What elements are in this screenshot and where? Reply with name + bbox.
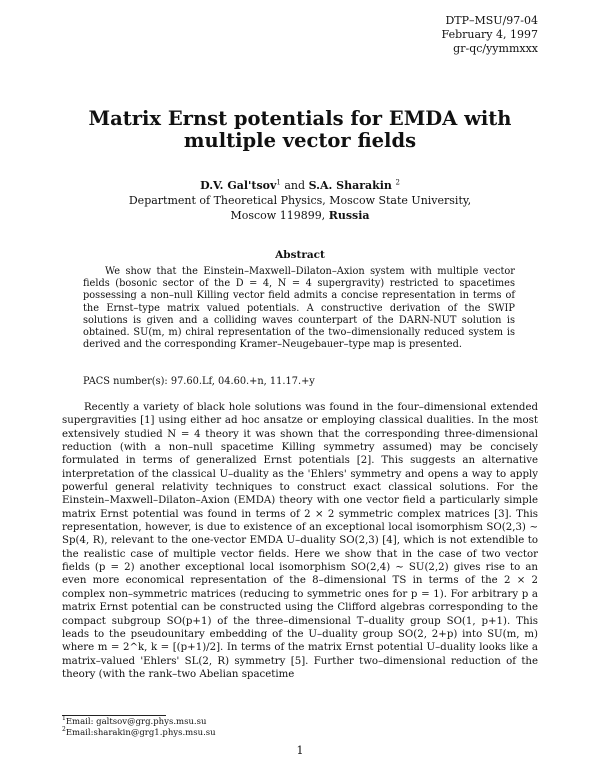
preprint-number: DTP–MSU/97-04 — [445, 14, 538, 27]
preprint-header — [442, 14, 538, 56]
page-number: 1 — [296, 744, 304, 757]
author-mark-2: 2 — [395, 178, 400, 187]
affiliation-city: Moscow 119899, — [230, 209, 326, 222]
title-line-1: Matrix Ernst potentials for EMDA with — [88, 107, 512, 130]
affiliation-department: Department of Theoretical Physics, Moscow State University, — [128, 194, 472, 207]
abstract-text: We show that the Einstein–Maxwell–Dilaton–Axion system with multiple vector fields (bosonic sector of the D = 4, N = 4 supergravity) restricted to spacetimes possessing a non–null Killing vector field admits a concise representation in terms of the Ernst–type matrix valued potentials. A constructive derivation of the SWIP solutions is given and a colliding waves counterpart of the DARN-NUT solution is obtained. SU(m, m) chiral representation of the two–dimensionally reduced system is derived and the corresponding Kramer–Neugebauer–type map is presented. — [83, 266, 515, 351]
preprint-date: February 4, 1997 — [441, 28, 538, 41]
author-mark-1: 1 — [276, 178, 281, 187]
affiliation-country: Russia — [328, 209, 370, 222]
preprint-archive: gr-qc/yymmxxx — [453, 42, 538, 55]
author-conjunction: and — [284, 179, 306, 192]
abstract-heading: Abstract — [275, 249, 325, 261]
footnote-text-1: Email: galtsov@grg.phys.msu.su — [65, 717, 207, 727]
footnote-2 — [62, 725, 216, 739]
author-line — [0, 178, 600, 193]
paper-title — [0, 108, 600, 152]
body-paragraph: Recently a variety of black hole solutions was found in the four–dimensional extended supergravities [1] using either ad hoc ansatze or employing classical dualities. In the most extensively studied N = 4 theory it was shown that the corresponding three-dimensional reduction (with a non–null spacetime Killing symmetry assumed) may be concisely formulated in terms of generalized Ernst potentials [2]. This suggests an alternative interpretation of the classical U–duality as the 'Ehlers' symmetry and opens a way to apply powerful general relativity techniques to construct exact classical solutions. For the Einstein–Maxwell–Dilaton–Axion (EMDA) theory with one vector field a particularly simple matrix Ernst potential was found in terms of 2 × 2 symmetric complex matrices [3]. This representation, however, is due to existence of an exceptional local isomorphism SO(2,3) ∼ Sp(4, R), relevant to the one-vector EMDA U–duality SO(2,3) [4], which is not extendible to the realistic case of multiple vector fields. Here we show that in the case of two vector fields (p = 2) another exceptional local isomorphism SO(2,4) ∼ SU(2,2) gives rise to an even more economical representation of the 8–dimensional TS in terms of the 2 × 2 complex non–symmetric matrices (reducing to symmetric ones for p = 1). For arbitrary p a matrix Ernst potential can be constructed using the Clifford algebras corresponding to the compact subgroup SO(p+1) of the three–dimensional T–duality group SO(1, p+1). This leads to the pseudounitary embedding of the U–duality group SO(2, 2+p) into SU(m, m) where m = 2^k, k = [(p+1)/2]. In terms of the matrix Ernst potential U–duality looks like a matrix–valued 'Ehlers' SL(2, R) symmetry [5]. Further two–dimensional reduction of the theory (with the rank–two Abelian spacetime — [62, 402, 538, 680]
footnote-rule — [62, 715, 166, 716]
footnotes — [62, 717, 216, 738]
title-line-2: multiple vector fields — [183, 129, 417, 152]
author-name-1: D.V. Gal'tsov — [200, 179, 277, 192]
footnote-1 — [62, 717, 216, 728]
footnote-text-2: Email:sharakin@grg1.phys.msu.su — [65, 727, 216, 738]
author-block — [0, 178, 600, 223]
pacs-numbers: PACS number(s): 97.60.Lf, 04.60.+n, 11.17.+y — [83, 376, 315, 387]
author-name-2: S.A. Sharakin — [308, 179, 392, 192]
footnote-mark-2: 2 — [62, 725, 66, 733]
footnote-mark-1: 1 — [62, 715, 66, 723]
affiliation-location — [0, 208, 600, 223]
